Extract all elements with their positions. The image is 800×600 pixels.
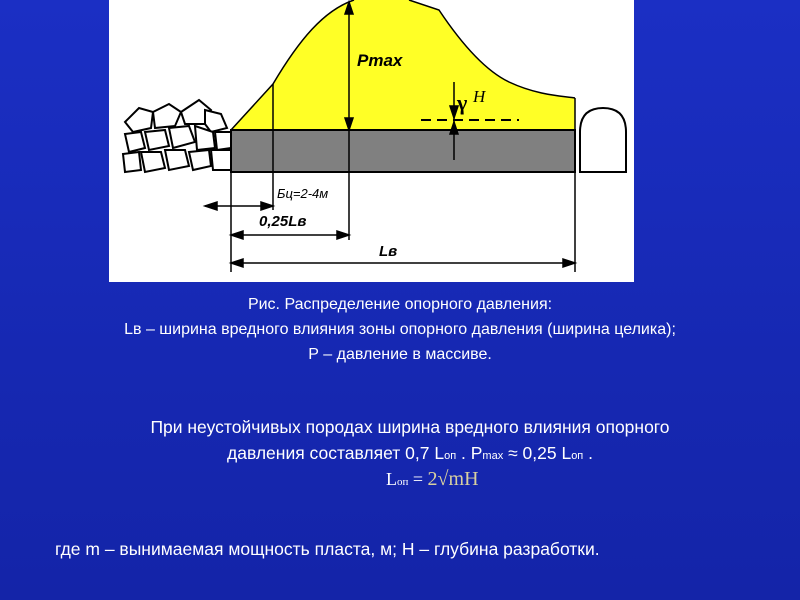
subscript: оп	[444, 450, 457, 462]
paragraph-text: давления составляет 0,7 L	[227, 443, 445, 463]
pmax-label: Pmax	[357, 51, 403, 70]
formula-lhs-subscript: оп	[397, 476, 409, 488]
diagram-svg	[109, 0, 634, 282]
quarter-lv-label: 0,25Lв	[259, 213, 307, 230]
body-paragraph	[60, 414, 760, 469]
subscript: max	[482, 450, 504, 462]
bc-label: Бц=2-4м	[277, 186, 329, 201]
formula-equals: =	[408, 469, 428, 489]
caved-rock-zone	[123, 100, 231, 172]
pillar-width-arrow	[205, 202, 273, 210]
figure-caption	[0, 292, 800, 367]
formula-lhs: L	[386, 469, 397, 489]
formula	[386, 468, 479, 491]
subscript: оп	[571, 450, 584, 462]
footer-note: где m – вынимаемая мощность пласта, м; H – глубина разработки.	[55, 539, 600, 559]
support-pressure-diagram	[109, 0, 634, 282]
coal-seam	[231, 130, 575, 172]
caption-line-2: Lв – ширина вредного влияния зоны опорного давления (ширина целика);	[124, 321, 676, 338]
caption-line-1: Рис. Распределение опорного давления:	[247, 296, 553, 313]
gallery-opening	[580, 108, 626, 172]
formula-rhs: 2√mH	[427, 468, 479, 490]
paragraph-text: ≈ 0,25 L	[503, 443, 572, 463]
gamma-label: γ	[457, 90, 468, 115]
paragraph-line-2	[60, 440, 760, 469]
quarter-lv-arrow	[231, 231, 349, 239]
paragraph-line-1: При неустойчивых породах ширина вредного влияния опорного	[150, 417, 670, 437]
lv-label: Lв	[379, 243, 398, 260]
pressure-zone	[231, 0, 575, 130]
caption-line-3: Р – давление в массиве.	[308, 346, 492, 363]
paragraph-text: .	[583, 443, 593, 463]
h-label: H	[473, 87, 486, 106]
lv-arrow	[231, 259, 575, 267]
paragraph-text: . P	[456, 443, 483, 463]
